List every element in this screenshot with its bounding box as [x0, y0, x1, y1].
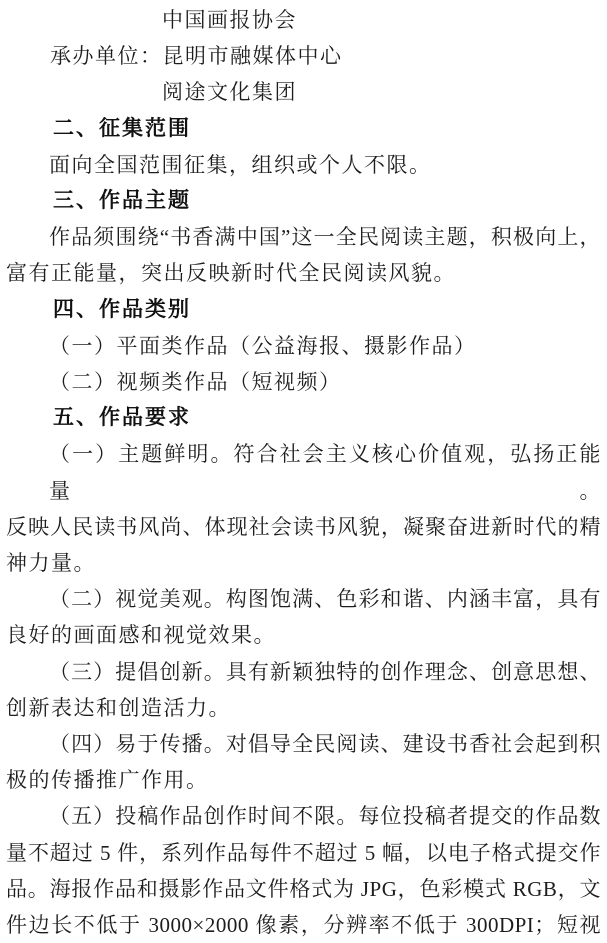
- document-line: 量不超过 5 件，系列作品每件不超过 5 幅，以电子格式提交作: [6, 840, 601, 865]
- section-heading: 二、征集范围: [53, 116, 191, 140]
- document-line: 件边长不低于 3000×2000 像素，分辨率不低于 300DPI；短视: [6, 913, 601, 938]
- document-line: （四）易于传播。对倡导全民阅读、建设书香社会起到积: [49, 732, 601, 757]
- document-line: 承办单位：昆明市融媒体中心: [50, 44, 343, 69]
- document-line: （三）提倡创新。具有新颖独特的创作理念、创意思想、: [49, 659, 601, 684]
- document-line: （二）视觉美观。构图饱满、色彩和谐、内涵丰富，具有: [49, 587, 601, 612]
- document-line: 神力量。: [6, 551, 96, 576]
- document-line: 极的传播推广作用。: [6, 768, 209, 793]
- document-line: 阅途文化集团: [162, 80, 297, 105]
- document-line: （一）主题鲜明。符合社会主义核心价值观，弘扬正能量。: [49, 442, 601, 503]
- document-line: （二）视频类作品（短视频）: [49, 370, 342, 395]
- document-line: 面向全国范围征集，组织或个人不限。: [49, 152, 432, 177]
- document-line: （五）投稿作品创作时间不限。每位投稿者提交的作品数: [49, 804, 601, 829]
- section-heading: 四、作品类别: [53, 297, 191, 321]
- document-body: [6, 2, 601, 943]
- document-line: 中国画报协会: [162, 8, 297, 32]
- document-line: 良好的画面感和视觉效果。: [6, 623, 276, 648]
- document-line: （一）平面类作品（公益海报、摄影作品）: [49, 333, 477, 358]
- document-line: 品。海报作品和摄影作品文件格式为 JPG，色彩模式 RGB，文: [6, 876, 601, 901]
- document-line: 作品须围绕“书香满中国”这一全民阅读主题，积极向上，: [49, 225, 601, 250]
- section-heading: 三、作品主题: [53, 189, 191, 213]
- document-line: 反映人民读书风尚、体现社会读书风貌，凝聚奋进新时代的精: [6, 514, 601, 539]
- document-line: 富有正能量，突出反映新时代全民阅读风貌。: [6, 261, 456, 286]
- document-line: 创新表达和创造活力。: [6, 695, 231, 720]
- section-heading: 五、作品要求: [53, 406, 191, 430]
